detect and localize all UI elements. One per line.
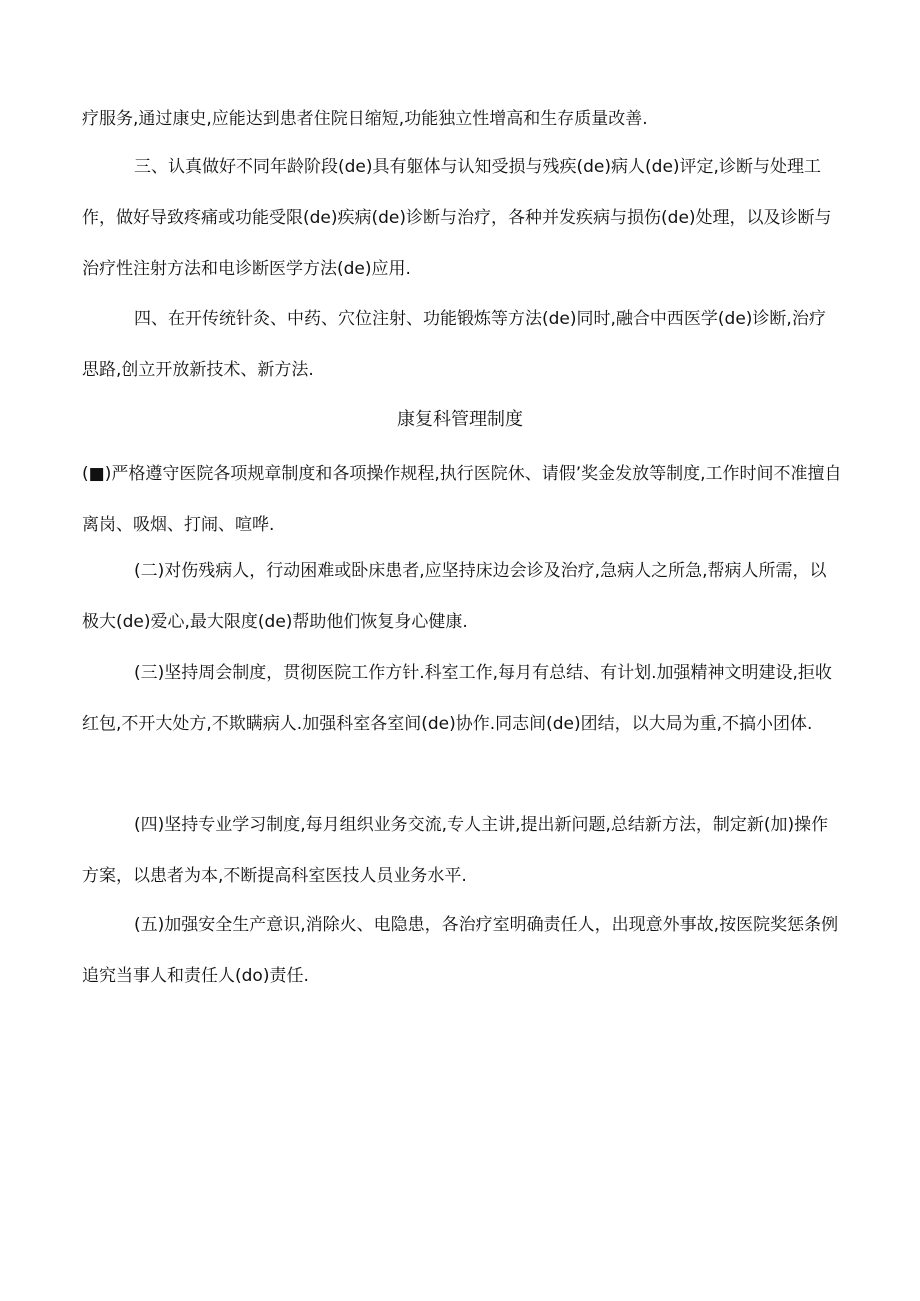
- rule-item-five: (五)加强安全生产意识,消除火、电隐患，各治疗室明确责任人，出现意外事故,按医院奖惩条例追究当事人和责任人(do)责任.: [82, 915, 839, 986]
- paragraph-item-four: 四、在开传统针灸、中药、穴位注射、功能锻炼等方法(de)同时,融合中西医学(de)诊断,治疗思路,创立开放新技术、新方法.: [82, 309, 826, 380]
- paragraph-item-three: 三、认真做好不同年龄阶段(de)具有躯体与认知受损与残疾(de)病人(de)评定,诊断与处理工作，做好导致疼痛或功能受限(de)疾病(de)诊断与治疗，各种并发疾病与损伤(de)处理，以及诊断与治疗性注射方法和电诊断医学方法(de)应用.: [82, 157, 832, 279]
- paragraph-continuation: 疗服务,通过康史,应能达到患者住院日缩短,功能独立性增高和生存质量改善.: [82, 109, 648, 129]
- section-title: 康复科管理制度: [397, 409, 523, 430]
- rule-item-two: (二)对伤残病人，行动困难或卧床患者,应坚持床边会诊及治疗,急病人之所急,帮病人所需，以极大(de)爱心,最大限度(de)帮助他们恢复身心健康.: [82, 561, 827, 632]
- rule-item-three: (三)坚持周会制度，贯彻医院工作方针.科室工作,每月有总结、有计划.加强精神文明建设,拒收红包,不开大处方,不欺瞒病人.加强科室各室间(de)协作.同志间(de)团结，以大局为重,不搞小团体.: [82, 663, 832, 734]
- rule-item-four: (四)坚持专业学习制度,每月组织业务交流,专人主讲,提出新问题,总结新方法，制定新(加)操作方案，以患者为本,不断提高科室医技人员业务水平.: [82, 815, 829, 886]
- rule-item-one: (■)严格遵守医院各项规章制度和各项操作规程,执行医院休、请假’奖金发放等制度,工作时间不准擅自离岗、吸烟、打闹、喧哗.: [82, 464, 842, 535]
